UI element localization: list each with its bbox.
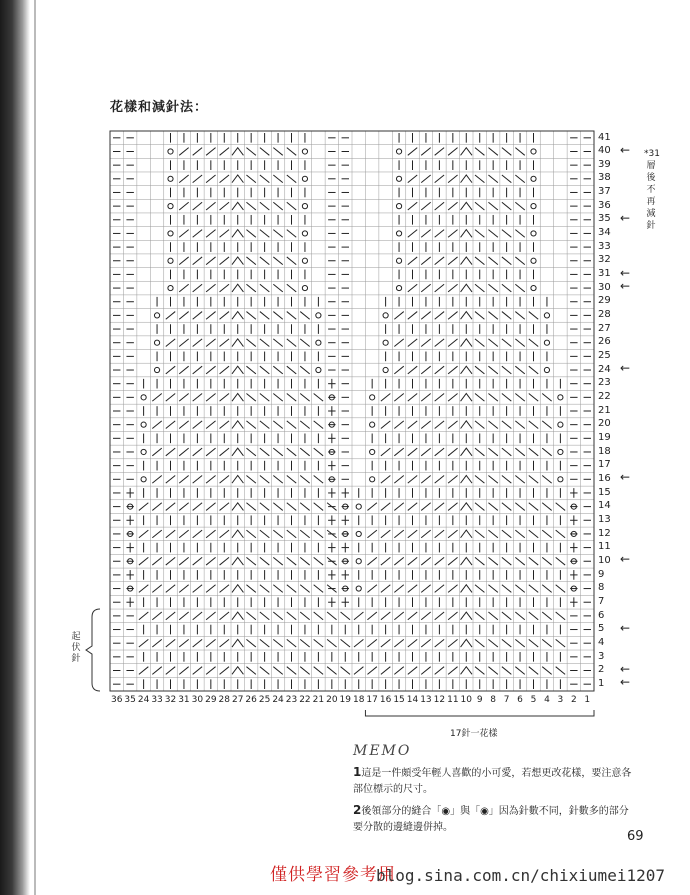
chart-grid bbox=[110, 131, 594, 691]
row-number: 11 bbox=[598, 541, 611, 553]
row-number: 26 bbox=[598, 336, 611, 348]
repeat-bracket bbox=[365, 710, 594, 716]
page-title: 花樣和減針法： bbox=[110, 100, 209, 115]
column-number: 10 bbox=[460, 695, 472, 705]
row-number: 20 bbox=[598, 418, 611, 430]
column-number: 15 bbox=[393, 695, 405, 705]
row-arrow: ← bbox=[620, 552, 631, 567]
row-number: 25 bbox=[598, 350, 611, 362]
memo-item-2-number: 2 bbox=[353, 803, 362, 817]
side-note: *31層後不再減針 bbox=[644, 149, 660, 231]
row-number: 23 bbox=[598, 377, 611, 389]
memo-item-1 bbox=[353, 764, 633, 798]
column-number: 5 bbox=[530, 695, 537, 705]
row-number: 39 bbox=[598, 158, 611, 170]
row-number: 14 bbox=[598, 500, 611, 512]
column-number: 17 bbox=[366, 695, 378, 705]
column-number: 9 bbox=[476, 695, 483, 705]
column-number: 32 bbox=[164, 695, 177, 705]
column-number: 24 bbox=[272, 695, 284, 705]
page-number: 69 bbox=[627, 829, 644, 844]
row-number: 36 bbox=[598, 199, 611, 211]
blog-url: blog.sina.com.cn/chixiumei1207 bbox=[376, 866, 665, 885]
row-number: 4 bbox=[598, 636, 605, 648]
column-number: 19 bbox=[339, 695, 351, 705]
row-number: 31 bbox=[598, 268, 611, 280]
column-number: 25 bbox=[258, 695, 271, 705]
row-number: 1 bbox=[598, 677, 605, 689]
row-number: 24 bbox=[598, 363, 611, 375]
row-number: 16 bbox=[598, 472, 611, 484]
memo-title: MEMO bbox=[353, 743, 412, 759]
column-number: 26 bbox=[245, 695, 257, 705]
row-number: 21 bbox=[598, 404, 611, 416]
row-number: 3 bbox=[598, 650, 605, 662]
row-number: 37 bbox=[598, 186, 611, 198]
column-number: 16 bbox=[379, 695, 392, 705]
column-number: 18 bbox=[352, 695, 365, 705]
row-number: 5 bbox=[598, 623, 605, 635]
row-arrow: ← bbox=[620, 661, 631, 676]
row-number: 32 bbox=[598, 254, 611, 266]
column-number: 27 bbox=[231, 695, 244, 705]
row-number: 27 bbox=[598, 322, 611, 334]
row-number: 30 bbox=[598, 281, 611, 293]
column-number: 22 bbox=[299, 695, 311, 705]
row-arrow: ← bbox=[620, 265, 631, 280]
row-number: 15 bbox=[598, 486, 611, 498]
row-arrow: ← bbox=[620, 470, 631, 485]
row-number: 8 bbox=[598, 582, 605, 594]
row-number: 2 bbox=[598, 664, 605, 676]
column-number: 1 bbox=[584, 695, 591, 705]
row-number: 29 bbox=[598, 295, 611, 307]
row-number: 22 bbox=[598, 391, 611, 402]
column-number: 24 bbox=[137, 695, 150, 705]
garter-bracket bbox=[86, 609, 100, 691]
row-number: 33 bbox=[598, 240, 611, 252]
column-number: 14 bbox=[406, 695, 419, 705]
row-number: 28 bbox=[598, 309, 611, 321]
row-number: 19 bbox=[598, 431, 611, 443]
column-number: 2 bbox=[570, 695, 577, 705]
memo-text bbox=[353, 764, 633, 836]
row-arrow: ← bbox=[620, 675, 631, 690]
memo-item-1-text: 這是一件頗受年輕人喜歡的小可愛，若想更改花樣，要注意各部位標示的尺寸。 bbox=[353, 768, 632, 795]
row-number: 17 bbox=[598, 459, 611, 471]
column-number: 28 bbox=[218, 695, 230, 705]
column-number: 7 bbox=[503, 695, 510, 705]
column-number: 21 bbox=[312, 695, 325, 705]
memo-item-2-text: 後領部分的縫合「◉」與「◉」因為針數不同，針數多的部分要分散的邊縫邊併掉。 bbox=[353, 806, 629, 833]
column-number: 30 bbox=[191, 695, 204, 705]
column-number: 3 bbox=[557, 695, 564, 705]
column-number: 31 bbox=[178, 695, 190, 705]
row-number: 38 bbox=[598, 172, 611, 184]
column-number: 12 bbox=[433, 695, 446, 705]
row-arrow: ← bbox=[620, 279, 631, 294]
column-number: 6 bbox=[517, 695, 523, 705]
row-arrow: ← bbox=[620, 620, 631, 635]
row-arrow: ← bbox=[620, 361, 631, 376]
row-number: 12 bbox=[598, 527, 611, 539]
row-number: 13 bbox=[598, 513, 611, 525]
row-arrow: ← bbox=[620, 210, 631, 225]
column-number: 33 bbox=[151, 695, 163, 705]
row-number: 35 bbox=[598, 213, 611, 225]
column-number: 8 bbox=[490, 695, 497, 705]
column-number: 23 bbox=[285, 695, 298, 705]
row-number: 7 bbox=[598, 595, 605, 607]
column-number: 11 bbox=[447, 695, 459, 705]
column-number: 4 bbox=[544, 695, 550, 705]
row-number: 9 bbox=[598, 568, 605, 580]
row-number: 40 bbox=[598, 145, 611, 157]
row-number: 18 bbox=[598, 445, 611, 457]
column-number: 13 bbox=[420, 695, 432, 705]
bracket-label: 起伏針 bbox=[71, 632, 81, 664]
watermark-text: 僅供學習參考用 bbox=[270, 865, 396, 885]
row-number: 6 bbox=[598, 609, 605, 621]
row-number: 41 bbox=[598, 131, 611, 143]
column-number: 36 bbox=[110, 695, 123, 705]
memo-item-1-number: 1 bbox=[353, 765, 362, 779]
row-number: 34 bbox=[598, 227, 611, 239]
row-arrow: ← bbox=[620, 142, 631, 157]
memo-item-2 bbox=[353, 802, 633, 836]
row-number: 10 bbox=[598, 554, 611, 566]
column-number: 29 bbox=[205, 695, 217, 705]
repeat-label: 17針一花樣 bbox=[450, 729, 498, 739]
column-number: 20 bbox=[326, 695, 338, 705]
column-number: 35 bbox=[124, 695, 136, 705]
